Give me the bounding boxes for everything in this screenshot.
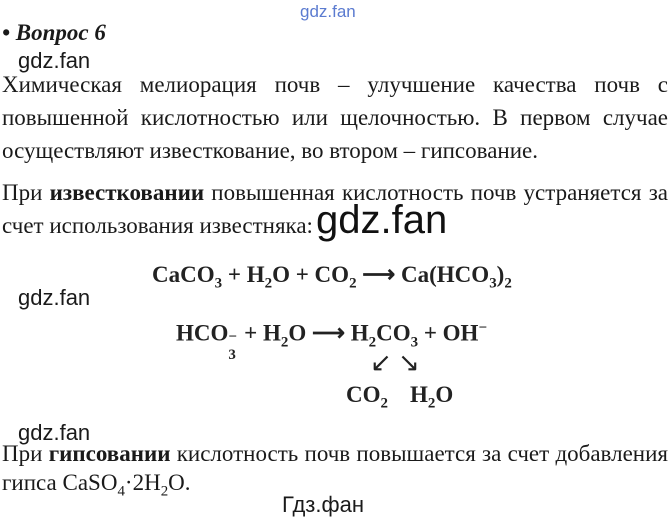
paragraph3-line-1: При гипсовании кислотность почв повышается за счет добавления: [2, 441, 668, 466]
watermark-left-lower: gdz.fan: [18, 420, 91, 445]
arrow-right-icon: ↘: [398, 348, 420, 377]
paragraph-line-3: осуществляют известкование, во втором – гипсование.: [2, 138, 538, 163]
watermark-left-middle: gdz.fan: [18, 285, 91, 310]
term-liming: известковании: [49, 180, 205, 205]
equation-1: CaCO$_3$ + $H_2O + CO_2$ ⟶ $Ca(HCO_3)_2$: [152, 262, 512, 292]
product-h2o: $H_2O$: [410, 382, 454, 412]
watermark-under-heading: gdz.fan: [18, 48, 91, 73]
paragraph2-line-2: счет использования известняка:: [2, 213, 313, 238]
paragraph-line-1: Химическая мелиорация почв – улучшение качества почв с: [2, 72, 668, 97]
watermark-big: gdz.fan: [316, 198, 448, 242]
para2-prefix: При: [2, 180, 50, 205]
product-co2: $CO_2$: [346, 382, 388, 412]
paragraph-line-2: повышенной кислотностью или щелочностью. В первом случае: [2, 105, 668, 130]
paragraph3-line-2: гипса $CaSO_4\cdot 2H_2O$.: [2, 470, 191, 500]
question-heading: • Вопрос 6: [2, 20, 106, 45]
watermark-top: gdz.fan: [300, 2, 356, 21]
term-gypsum: гипсовании: [48, 441, 171, 466]
equation-2: HCO − 3 + $H_2O$ ⟶ $H_2CO_3 + OH^-$: [176, 320, 487, 363]
arrow-left-icon: ↙: [370, 348, 392, 377]
para2-rest: повышенная кислотность почв устраняется за: [204, 180, 668, 205]
watermark-bottom: Гдз.фан: [282, 492, 364, 517]
